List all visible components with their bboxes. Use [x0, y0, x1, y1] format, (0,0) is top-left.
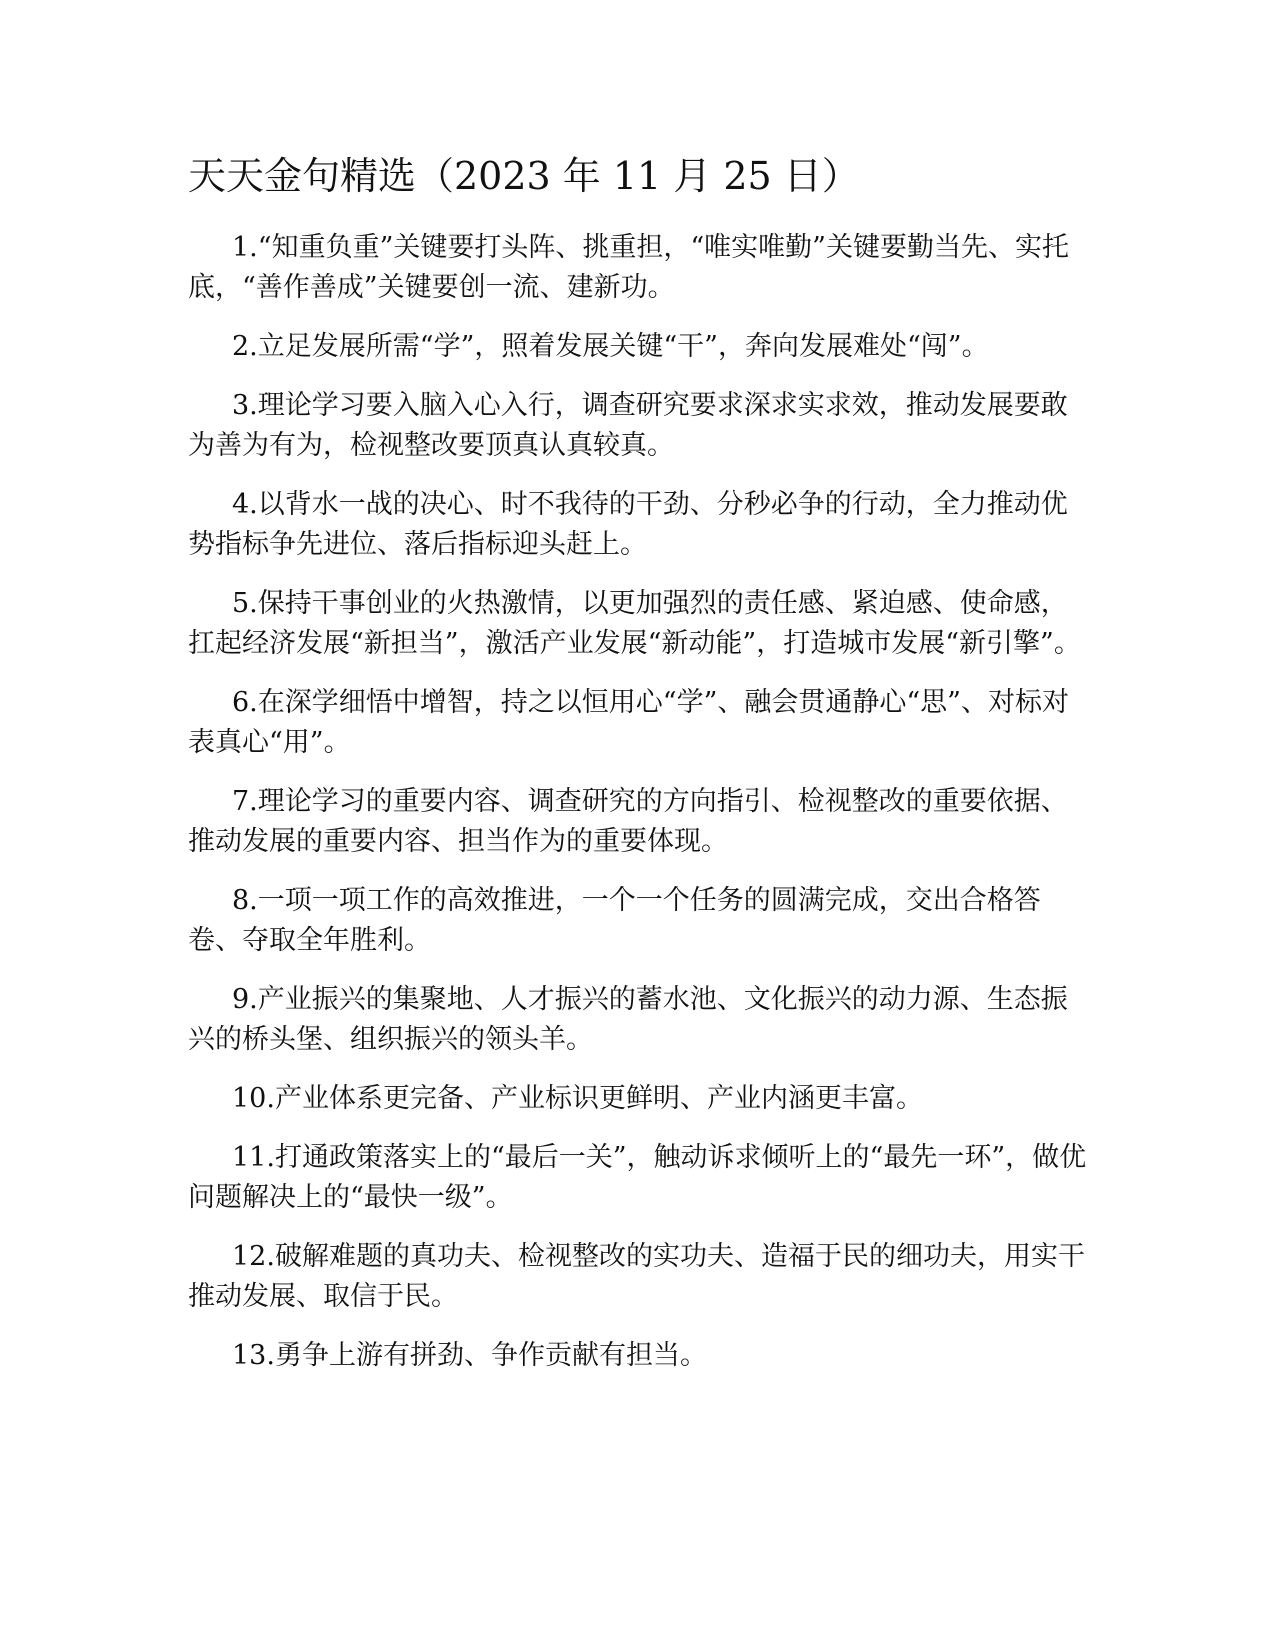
quote-item-1: 1.“知重负重”关键要打头阵、挑重担，“唯实唯勤”关键要勤当先、实托底，“善作善成”关键要创一流、建新功。: [188, 232, 1069, 303]
quote-item-12: 12.破解难题的真功夫、检视整改的实功夫、造福于民的细功夫，用实干推动发展、取信于民。: [188, 1241, 1085, 1312]
quote-item-13: 13.勇争上游有拼劲、争作贡献有担当。: [232, 1340, 707, 1371]
quote-item-9: 9.产业振兴的集聚地、人才振兴的蓄水池、文化振兴的动力源、生态振兴的桥头堡、组织振兴的领头羊。: [188, 984, 1068, 1055]
quote-item-10: 10.产业体系更完备、产业标识更鲜明、产业内涵更丰富。: [232, 1083, 923, 1114]
quote-item-11: 11.打通政策落实上的“最后一关”，触动诉求倾听上的“最先一环”，做优问题解决上的“最快一级”。: [188, 1142, 1087, 1213]
quote-item-7: 7.理论学习的重要内容、调查研究的方向指引、检视整改的重要依据、推动发展的重要内容、担当作为的重要体现。: [188, 786, 1068, 857]
document-title: 天天金句精选（2023 年 11 月 25 日）: [188, 154, 860, 198]
quote-item-8: 8.一项一项工作的高效推进，一个一个任务的圆满完成，交出合格答卷、夺取全年胜利。: [188, 885, 1041, 956]
quote-list: [188, 228, 1088, 1376]
quote-item-2: 2.立足发展所需“学”，照着发展关键“干”，奔向发展难处“闯”。: [232, 331, 989, 362]
quote-item-4: 4.以背水一战的决心、时不我待的干劲、分秒必争的行动，全力推动优势指标争先进位、落后指标迎头赶上。: [188, 489, 1068, 560]
quote-item-5: 5.保持干事创业的火热激情，以更加强烈的责任感、紧迫感、使命感，扛起经济发展“新担当”，激活产业发展“新动能”，打造城市发展“新引擎”。: [188, 588, 1081, 659]
quote-item-6: 6.在深学细悟中增智，持之以恒用心“学”、融会贯通静心“思”、对标对表真心“用”。: [188, 687, 1069, 758]
quote-item-3: 3.理论学习要入脑入心入行，调查研究要求深求实求效，推动发展要敢为善为有为，检视整改要顶真认真较真。: [188, 390, 1068, 461]
